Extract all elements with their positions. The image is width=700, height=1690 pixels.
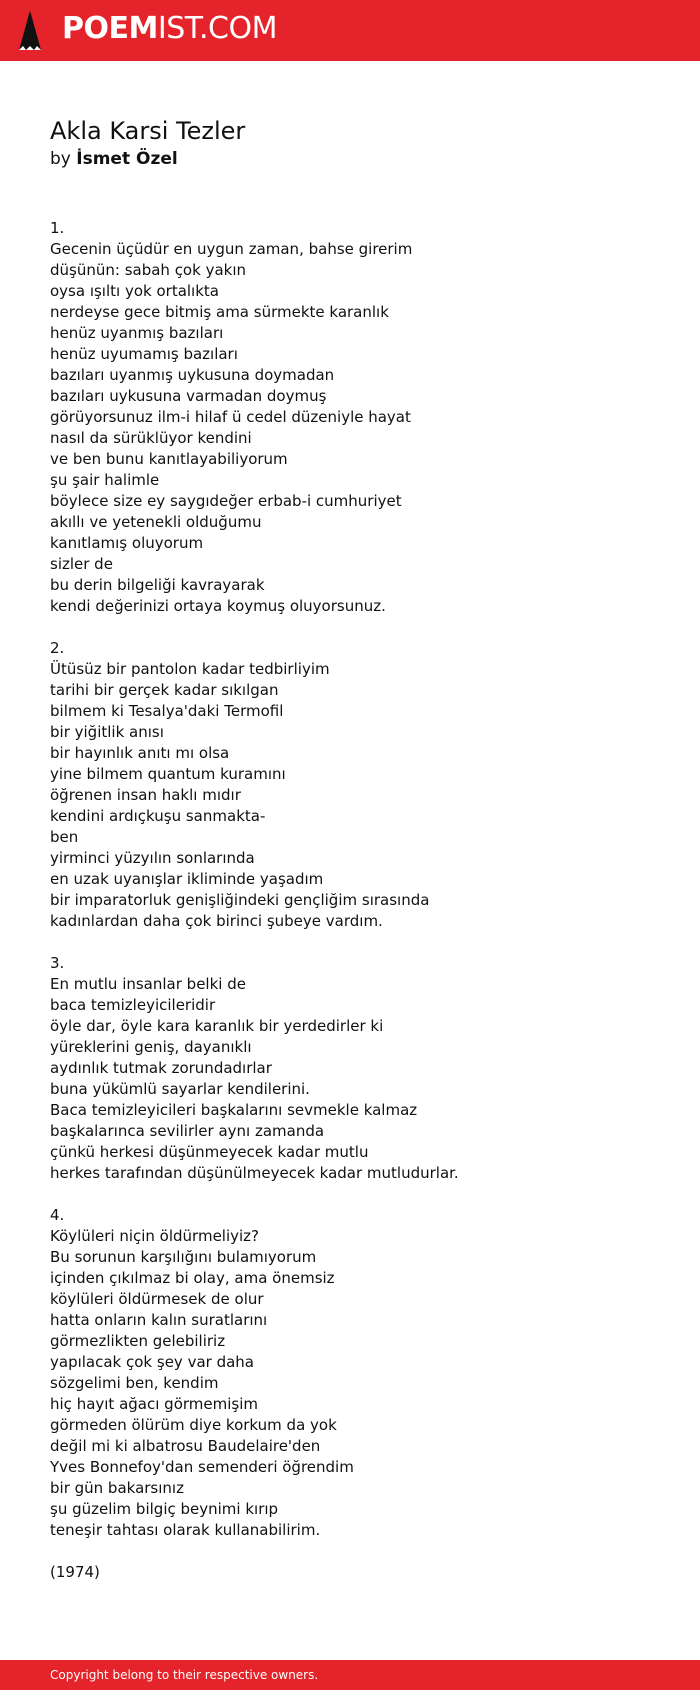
poem-line: Bu sorunun karşılığını bulamıyorum bbox=[50, 1248, 317, 1266]
site-header bbox=[0, 0, 700, 61]
poem-line: hatta onların kalın suratlarını bbox=[50, 1311, 268, 1329]
poem-line: en uzak uyanışlar ikliminde yaşadım bbox=[50, 870, 324, 888]
poem-line: Baca temizleyicileri başkalarını sevmekle kalmaz bbox=[50, 1101, 418, 1119]
poem-line: Gecenin üçüdür en uygun zaman, bahse girerim bbox=[50, 240, 413, 258]
poem-line: nasıl da sürüklüyor kendini bbox=[50, 429, 252, 447]
poem-line: sizler de bbox=[50, 555, 113, 573]
poem-line: herkes tarafından düşünülmeyecek kadar mutludurlar. bbox=[50, 1164, 459, 1182]
poem-line: köylüleri öldürmesek de olur bbox=[50, 1290, 264, 1308]
poem-line: 4. bbox=[50, 1206, 65, 1224]
poem-body bbox=[50, 218, 670, 1583]
poem-line: çünkü herkesi düşünmeyecek kadar mutlu bbox=[50, 1143, 369, 1161]
poem-line: bazıları uyanmış uykusuna doymadan bbox=[50, 366, 335, 384]
poem-line: henüz uyumamış bazıları bbox=[50, 345, 238, 363]
poem-line: bilmem ki Tesalya'daki Termofil bbox=[50, 702, 284, 720]
poem-line: henüz uyanmış bazıları bbox=[50, 324, 224, 342]
poem-line: bu derin bilgeliği kavrayarak bbox=[50, 576, 265, 594]
poem-date: (1974) bbox=[50, 1563, 100, 1581]
poem-line: görmeden ölürüm diye korkum da yok bbox=[50, 1416, 337, 1434]
poem-line: yüreklerini geniş, dayanıklı bbox=[50, 1038, 252, 1056]
pencil-tip-icon[interactable] bbox=[17, 10, 43, 52]
poem-stanza bbox=[50, 638, 670, 932]
poem-title: Akla Karsi Tezler bbox=[50, 117, 246, 145]
poem-line: En mutlu insanlar belki de bbox=[50, 975, 246, 993]
poem-line: 1. bbox=[50, 219, 65, 237]
poem-line: öyle dar, öyle kara karanlık bir yerdedirler ki bbox=[50, 1017, 384, 1035]
copyright-notice: Copyright belong to their respective owners. bbox=[50, 1668, 319, 1682]
poem-line: içinden çıkılmaz bi olay, ama önemsiz bbox=[50, 1269, 335, 1287]
poem-line: Köylüleri niçin öldürmeliyiz? bbox=[50, 1227, 260, 1245]
poem-line: bir imparatorluk genişliğindeki gençliğim sırasında bbox=[50, 891, 430, 909]
poem-line: şu güzelim bilgiç beynimi kırıp bbox=[50, 1500, 279, 1518]
poem-line: buna yükümlü sayarlar kendilerini. bbox=[50, 1080, 310, 1098]
poem-line: bazıları uykusuna varmadan doymuş bbox=[50, 387, 327, 405]
poem-line: nerdeyse gece bitmiş ama sürmekte karanlık bbox=[50, 303, 389, 321]
poem-line: oysa ışıltı yok ortalıkta bbox=[50, 282, 219, 300]
poem-line: 3. bbox=[50, 954, 65, 972]
poem-line: ve ben bunu kanıtlayabiliyorum bbox=[50, 450, 288, 468]
poem-line: bir gün bakarsınız bbox=[50, 1479, 184, 1497]
poem-line: kanıtlamış oluyorum bbox=[50, 534, 204, 552]
poem-line: şu şair halimle bbox=[50, 471, 160, 489]
poem-line: yirminci yüzyılın sonlarında bbox=[50, 849, 255, 867]
site-footer bbox=[0, 1660, 700, 1690]
site-logo[interactable] bbox=[62, 11, 277, 47]
poem-stanza bbox=[50, 1205, 670, 1541]
brand-bold: POEM bbox=[62, 11, 158, 46]
poem-stanza bbox=[50, 953, 670, 1184]
poem-line: yapılacak çok şey var daha bbox=[50, 1353, 254, 1371]
poem-line: böylece size ey saygıdeğer erbab-i cumhuriyet bbox=[50, 492, 402, 510]
poem-line: Ütüsüz bir pantolon kadar tedbirliyim bbox=[50, 660, 330, 678]
author-name: İsmet Özel bbox=[76, 149, 178, 169]
poem-line: başkalarınca sevilirler aynı zamanda bbox=[50, 1122, 325, 1140]
poem-line: öğrenen insan haklı mıdır bbox=[50, 786, 241, 804]
poem-line: bir yiğitlik anısı bbox=[50, 723, 164, 741]
byline bbox=[50, 148, 178, 170]
poem-line: akıllı ve yetenekli olduğumu bbox=[50, 513, 262, 531]
poem-line: Yves Bonnefoy'dan semenderi öğrendim bbox=[50, 1458, 354, 1476]
poem-line: sözgelimi ben, kendim bbox=[50, 1374, 219, 1392]
poem-line: baca temizleyicileridir bbox=[50, 996, 216, 1014]
poem-line: tarihi bir gerçek kadar sıkılgan bbox=[50, 681, 279, 699]
poem-line: değil mi ki albatrosu Baudelaire'den bbox=[50, 1437, 321, 1455]
poem-line: teneşir tahtası olarak kullanabilirim. bbox=[50, 1521, 321, 1539]
poem-line: aydınlık tutmak zorundadırlar bbox=[50, 1059, 272, 1077]
poem-line: düşünün: sabah çok yakın bbox=[50, 261, 246, 279]
poem-line: 2. bbox=[50, 639, 65, 657]
poem-line: kadınlardan daha çok birinci şubeye vardım. bbox=[50, 912, 383, 930]
byline-prefix: by bbox=[50, 149, 71, 169]
poem-line: hiç hayıt ağacı görmemişim bbox=[50, 1395, 258, 1413]
poem-line: görüyorsunuz ilm-i hilaf ü cedel düzeniyle hayat bbox=[50, 408, 411, 426]
poem-line: kendi değerinizi ortaya koymuş oluyorsunuz. bbox=[50, 597, 386, 615]
poem-line: görmezlikten gelebiliriz bbox=[50, 1332, 226, 1350]
brand-light: IST.COM bbox=[157, 11, 277, 46]
poem-line: bir hayınlık anıtı mı olsa bbox=[50, 744, 230, 762]
poem-line: yine bilmem quantum kuramını bbox=[50, 765, 286, 783]
poem-line: ben bbox=[50, 828, 79, 846]
poem-line: kendini ardıçkuşu sanmakta- bbox=[50, 807, 266, 825]
poem-stanza bbox=[50, 218, 670, 617]
